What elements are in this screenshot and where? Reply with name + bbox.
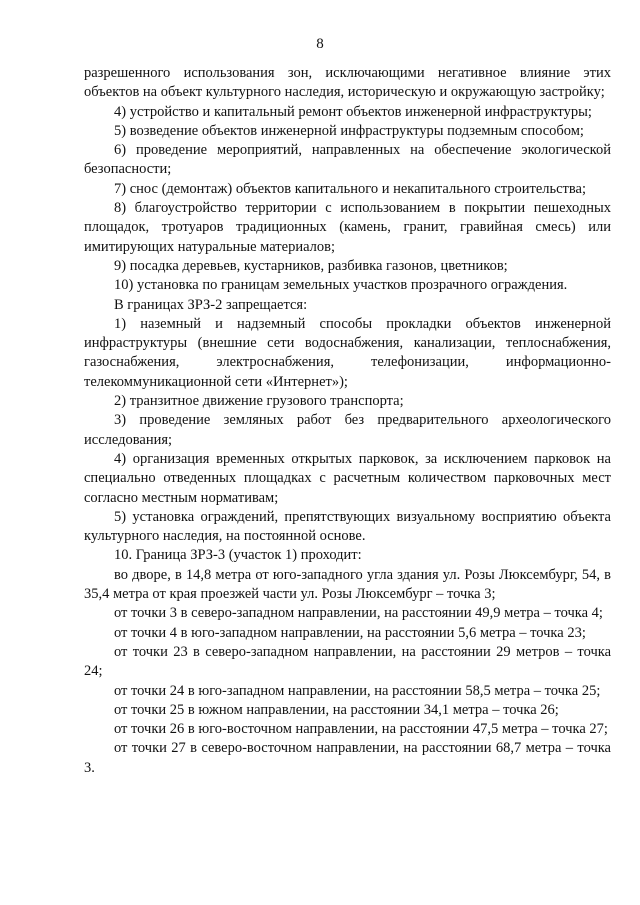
paragraph: 8) благоустройство территории с использованием в покрытии пешеходных площадок, тротуаров традиционных (камень, гранит, гравийная смесь) или имитирующих натуральные материалов; — [84, 200, 611, 255]
paragraph: 10) установка по границам земельных участков прозрачного ограждения. — [114, 277, 568, 294]
paragraph: 5) установка ограждений, препятствующих визуальному восприятию объекта культурного наследия, на постоянной основе. — [84, 508, 611, 545]
boundary-point: от точки 24 в юго-западном направлении, на расстоянии 58,5 метра – точка 25; — [114, 682, 601, 699]
paragraph: В границах ЗРЗ-2 запрещается: — [114, 296, 308, 313]
section-heading: 10. Граница ЗРЗ-3 (участок 1) проходит: — [114, 547, 362, 564]
boundary-point: от точки 25 в южном направлении, на расстоянии 34,1 метра – точка 26; — [114, 701, 559, 718]
boundary-point: от точки 27 в северо-восточном направлении, на расстоянии 68,7 метра – точка 3. — [84, 740, 611, 776]
paragraph: 7) снос (демонтаж) объектов капитального и некапитального строительства; — [114, 180, 587, 197]
boundary-point: от точки 4 в юго-западном направлении, на расстоянии 5,6 метра – точка 23; — [114, 624, 586, 641]
document-body — [84, 64, 611, 778]
paragraph: 5) возведение объектов инженерной инфраструктуры подземным способом; — [114, 122, 584, 139]
paragraph: 4) организация временных открытых парковок, за исключением парковок на специально отведенных площадках с расчетным количеством парковочных мест согласно местным нормативам; — [84, 450, 611, 506]
paragraph: 6) проведение мероприятий, направленных на обеспечение экологической безопасности; — [84, 142, 611, 178]
paragraph: 2) транзитное движение грузового транспорта; — [114, 393, 404, 410]
paragraph: 4) устройство и капитальный ремонт объектов инженерной инфраструктуры; — [114, 103, 592, 120]
boundary-point: от точки 3 в северо-западном направлении, на расстоянии 49,9 метра – точка 4; — [114, 605, 603, 622]
boundary-point: во дворе, в 14,8 метра от юго-западного угла здания ул. Розы Люксембург, 54, в 35,4 метра от края проезжей части ул. Розы Люксембург – точка 3; — [84, 566, 611, 603]
paragraph: 3) проведение земляных работ без предварительного археологического исследования; — [84, 412, 611, 448]
paragraph: разрешенного использования зон, исключающими негативное влияние этих объектов на объект культурного наследия, историческую и окружающую застройку; — [84, 65, 611, 101]
boundary-point: от точки 26 в юго-восточном направлении, на расстоянии 47,5 метра – точка 27; — [114, 721, 608, 738]
paragraph: 1) наземный и надземный способы прокладки объектов инженерной инфраструктуры (внешние сети водоснабжения, канализации, теплоснабжения, газоснабжения, электроснабжения, телефонизации, информационно-телекоммуникационной сети «Интернет»); — [84, 315, 611, 390]
boundary-point: от точки 23 в северо-западном направлении, на расстоянии 29 метров – точка 24; — [84, 643, 611, 680]
paragraph: 9) посадка деревьев, кустарников, разбивка газонов, цветников; — [114, 257, 508, 274]
page-number: 8 — [316, 36, 324, 52]
